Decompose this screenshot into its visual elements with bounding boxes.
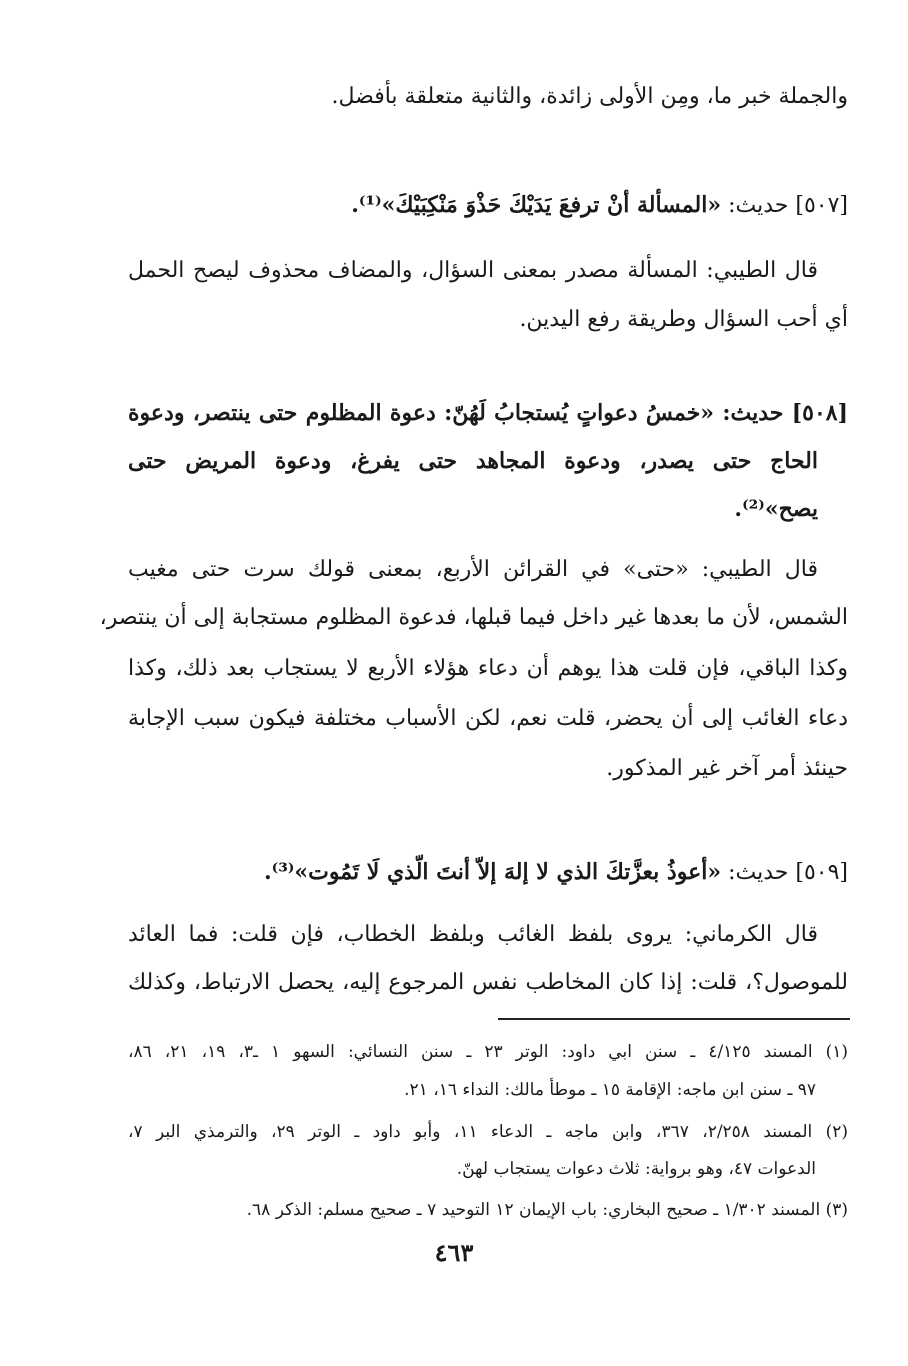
page-number: ٤٦٣ [434,1238,474,1267]
hadith-507-head: [٥٠٧] حديث: [728,193,848,218]
hadith-509-text: «أعوذُ بعزَّتكَ الذي لا إلهَ إلاّ أنتَ الّذي لَا تَمُوت»⁽³⁾. [264,859,722,885]
hadith-508-line-3: يصح»⁽²⁾. [734,496,818,522]
footnote-2-line-2: الدعوات ٤٧، وهو برواية: ثلاث دعوات يستجاب لهنّ. [456,1159,816,1179]
hadith-508-line-2: الحاج حتى يصدر، ودعوة المجاهد حتى يفرغ، ودعوة المريض حتى [128,448,818,474]
commentary-508-line-1: قال الطيبي: «حتى» في القرائن الأربع، بمعنى قولك سرت حتى مغيب [128,557,818,582]
hadith-507 [128,190,848,221]
commentary-507-line-1: قال الطيبي: المسألة مصدر بمعنى السؤال، والمضاف محذوف ليصح الحمل [128,258,818,283]
commentary-508-line-5: حينئذ أمر آخر غير المذكور. [606,756,848,781]
commentary-508-line-4: دعاء الغائب إلى أن يحضر، قلت نعم، لكن الأسباب مختلفة فيكون سبب الإجابة [128,706,848,731]
hadith-508-line-1: [٥٠٨] حديث: «خمسُ دعواتٍ يُستجابُ لَهُنّ: دعوة المظلوم حتى ينتصر، ودعوة [128,400,848,426]
footnote-1-line-2: ٩٧ ـ سنن ابن ماجه: الإقامة ١٥ ـ موطأ مالك: النداء ١٦، ٢١. [404,1080,816,1100]
commentary-508-line-3: وكذا الباقي، فإن قلت هذا يوهم أن دعاء هؤلاء الأربع لا يستجاب بعد ذلك، وكذا [128,656,848,681]
commentary-509-line-1: قال الكرماني: يروى بلفظ الغائب وبلفظ الخطاب، فإن قلت: فما العائد [128,922,818,947]
hadith-509 [128,857,848,888]
footnote-separator [498,1018,850,1020]
hadith-509-head: [٥٠٩] حديث: [728,860,848,885]
footnote-3: (٣) المسند ١/٣٠٢ ـ صحيح البخاري: باب الإيمان ١٢ التوحيد ٧ ـ صحيح مسلم: الذكر ٦٨. [246,1200,848,1220]
intro-line: والجملة خبر ما، ومِن الأولى زائدة، والثانية متعلقة بأفضل. [331,84,848,109]
footnote-1-line-1: (١) المسند ٤/١٢٥ ـ سنن ابي داود: الوتر ٢٣ ـ سنن النسائي: السهو ١ ـ٣، ١٩، ٢١، ٨٦، [128,1042,849,1062]
commentary-507-line-2: أي أحب السؤال وطريقة رفع اليدين. [519,307,848,332]
footnote-2-line-1: (٢) المسند ٢/٢٥٨، ٣٦٧، وابن ماجه ـ الدعاء ١١، وأبو داود ـ الوتر ٢٩، والترمذي البر ٧، [128,1122,849,1142]
hadith-507-text: «المسألة أنْ ترفعَ يَدَيْكَ حَذْوَ مَنْكِبَيْكَ»⁽¹⁾. [351,192,722,218]
commentary-508-line-2: الشمس، لأن ما بعدها غير داخل فيما قبلها، فدعوة المظلوم مستجابة إلى أن ينتصر، [99,605,848,630]
commentary-509-line-2: للموصول؟، قلت: إذا كان المخاطب نفس المرجوع إليه، يحصل الارتباط، وكذلك [128,970,848,995]
